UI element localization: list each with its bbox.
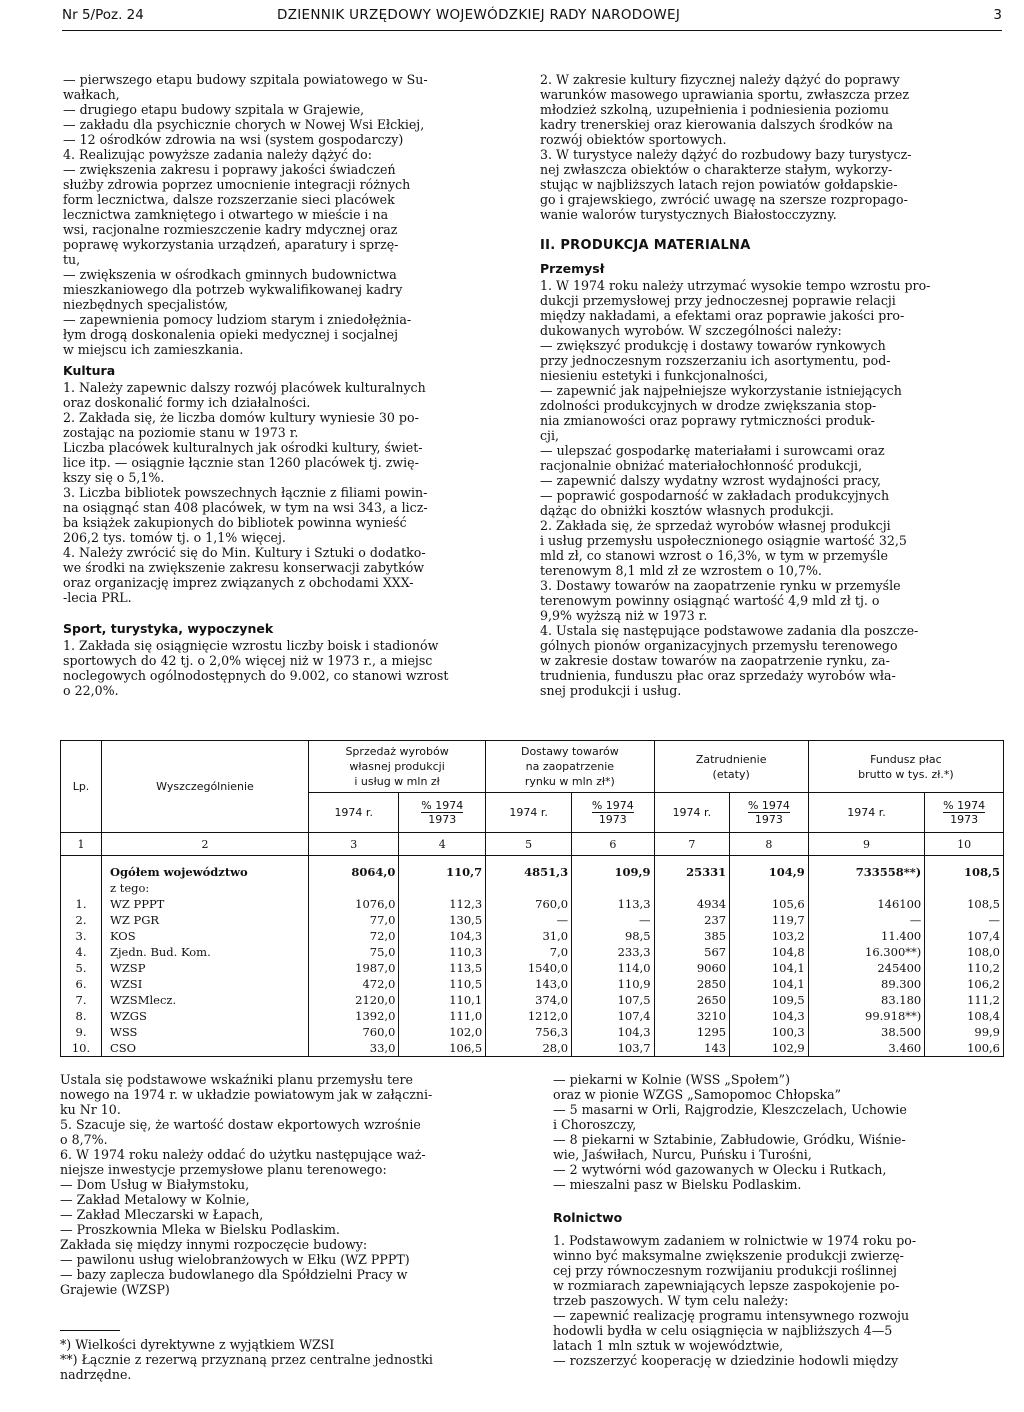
column-number-row-cell: 10: [925, 833, 1004, 856]
table-row-cell: —: [572, 912, 654, 928]
page-header: [62, 8, 1002, 48]
total-row-cell: Ogółem województwo: [102, 864, 309, 880]
table-row-cell: WZSP: [102, 960, 309, 976]
table-row-cell: WZ PGR: [102, 912, 309, 928]
table-row-cell: 4.: [61, 944, 102, 960]
table-row-cell: 385: [654, 928, 730, 944]
table-row-cell: CSO: [102, 1040, 309, 1057]
table-row-cell: WZSMlecz.: [102, 992, 309, 1008]
table-row-cell: 38.500: [808, 1024, 924, 1040]
table-row-cell: 1540,0: [486, 960, 572, 976]
total-row-cell: 109,9: [572, 864, 654, 880]
table-row-cell: 1076,0: [309, 896, 399, 912]
total-row-cell: 110,7: [399, 864, 486, 880]
table-row-cell: 110,9: [572, 976, 654, 992]
sport-continued-block: 2. W zakresie kultury fizycznej należy dążyć do poprawy warunków masowego uprawiania sportu, zwłaszcza przez młodzież szkolną, uzupełnienia i podniesienia poziomu kadry trenerskiej oraz kierowania dalszych środków na rozwój obiektów sportowych. 3. W turystyce należy dążyć do rozbudowy bazy turystycz- nej zwłaszcza obiektów o charakterze stałym, wykorzy- stując w najbliższych latach rejon powiatów gołdapskie- go i grajewskiego, zwrócić uwagę na szersze rozpropago- wanie walorów turystycznych Białostocczyzny.: [540, 72, 912, 222]
table-row-cell: 108,5: [925, 896, 1004, 912]
table-row-cell: 233,3: [572, 944, 654, 960]
spacer-row-cell: [730, 856, 809, 865]
kultura-block: 1. Należy zapewnic dalszy rozwój placówek kulturalnych oraz doskonalić formy ich działalności. 2. Zakłada się, że liczba domów kultury wyniesie 30 po- zostając na poziomie stanu w 1973 r. Liczba placówek kulturalnych jak ośrodki kultury, świet- lice itp. — osiągnie łącznie stan 1260 placówek tj. zwię- kszy się o 5,1%. 3. Liczba bibliotek powszechnych łącznie z filiami powin- na osiągnąć stan 408 placówek, w tym na wsi 343, a licz- ba książek zakupionych do bibliotek powinna wynieść 206,2 tys. tomów tj. o 1,1% więcej. 4. Należy zwrócić się do Min. Kultury i Sztuki o dodatko- we środki na zwiększenie zakresu konserwacji zabytków oraz organizację imprez związanych z obchodami XXX- -lecia PRL.: [63, 380, 428, 605]
table-row-cell: 2650: [654, 992, 730, 1008]
table-row-cell: 146100: [808, 896, 924, 912]
total-row-cell: 4851,3: [486, 864, 572, 880]
column-number-row-cell: 9: [808, 833, 924, 856]
table-row-cell: 104,3: [730, 1008, 809, 1024]
table-row-cell: 103,2: [730, 928, 809, 944]
table-row-cell: 143,0: [486, 976, 572, 992]
table-row-cell: 111,0: [399, 1008, 486, 1024]
table-row-cell: 3210: [654, 1008, 730, 1024]
subhead-row: [61, 880, 1004, 896]
table-row-cell: 111,2: [925, 992, 1004, 1008]
table-row-cell: 8.: [61, 1008, 102, 1024]
header-lp: Lp.: [61, 741, 102, 833]
header-deliveries: Dostawy towarów na zaopatrzenie rynku w mln zł*): [486, 741, 654, 793]
table-row-cell: KOS: [102, 928, 309, 944]
table-row-cell: 245400: [808, 960, 924, 976]
table-row-cell: 33,0: [309, 1040, 399, 1057]
header-employment: Zatrudnienie (etaty): [654, 741, 808, 793]
table-row-cell: 119,7: [730, 912, 809, 928]
footnote-2: **) Łącznie z rezerwą przyznaną przez centralne jednostki nadrzędne.: [60, 1352, 433, 1382]
table-row-cell: 9.: [61, 1024, 102, 1040]
table-row-cell: 760,0: [309, 1024, 399, 1040]
table-row-cell: 104,1: [730, 960, 809, 976]
table-row-cell: 99.918**): [808, 1008, 924, 1024]
table-row-cell: 1.: [61, 896, 102, 912]
table-row-cell: 28,0: [486, 1040, 572, 1057]
table-row-cell: 102,9: [730, 1040, 809, 1057]
total-row-cell: 25331: [654, 864, 730, 880]
footnote-1: *) Wielkości dyrektywne z wyjątkiem WZSI: [60, 1337, 335, 1352]
table-row-cell: 2120,0: [309, 992, 399, 1008]
table-row-cell: 104,1: [730, 976, 809, 992]
header-sales: Sprzedaż wyrobów własnej produkcji i usług w mln zł: [309, 741, 486, 793]
table-row-cell: 107,4: [925, 928, 1004, 944]
industry-table: [60, 740, 1004, 1057]
header-pct: $\frac{\% 1974}{1973}$: [730, 793, 809, 833]
total-row-cell: 8064,0: [309, 864, 399, 880]
table-row-cell: 110,5: [399, 976, 486, 992]
table-row: [61, 992, 1004, 1008]
table-row-cell: 760,0: [486, 896, 572, 912]
column-number-row-cell: 4: [399, 833, 486, 856]
page-number: 3: [993, 7, 1002, 23]
table-row: [61, 912, 1004, 928]
table-row-cell: WZSI: [102, 976, 309, 992]
spacer-row-cell: [399, 856, 486, 865]
table-row-cell: 109,5: [730, 992, 809, 1008]
table-row-cell: 11.400: [808, 928, 924, 944]
table-row-cell: WZGS: [102, 1008, 309, 1024]
subhead-row-cell: [399, 880, 486, 896]
spacer-row-cell: [925, 856, 1004, 865]
table-row-cell: 108,4: [925, 1008, 1004, 1024]
column-number-row-cell: 5: [486, 833, 572, 856]
table-row-cell: 1212,0: [486, 1008, 572, 1024]
table-row-cell: 3.: [61, 928, 102, 944]
table-row-cell: 1392,0: [309, 1008, 399, 1024]
table-row-cell: 130,5: [399, 912, 486, 928]
table-row-cell: 374,0: [486, 992, 572, 1008]
table-row-cell: 4934: [654, 896, 730, 912]
table-row: [61, 944, 1004, 960]
table-row-cell: 567: [654, 944, 730, 960]
table-row-cell: 104,8: [730, 944, 809, 960]
table-row: [61, 896, 1004, 912]
table-row-cell: 1295: [654, 1024, 730, 1040]
header-wages: Fundusz płac brutto w tys. zł.*): [808, 741, 1003, 793]
footnote-rule: [60, 1330, 120, 1331]
subhead-row-cell: [486, 880, 572, 896]
header-pct: $\frac{\% 1974}{1973}$: [925, 793, 1004, 833]
table-row-cell: 113,3: [572, 896, 654, 912]
header-year: 1974 r.: [654, 793, 730, 833]
table-row-cell: 100,6: [925, 1040, 1004, 1057]
total-row: [61, 864, 1004, 880]
table-row-cell: 3.460: [808, 1040, 924, 1057]
journal-title: DZIENNIK URZĘDOWY WOJEWÓDZKIEJ RADY NARODOWEJ: [277, 7, 681, 23]
header-year: 1974 r.: [309, 793, 399, 833]
lower-right-column: [553, 1072, 1003, 1368]
column-number-row-cell: 1: [61, 833, 102, 856]
przemysl-heading: Przemysł: [540, 261, 605, 276]
spacer-row: [61, 856, 1004, 865]
table-row-cell: 756,3: [486, 1024, 572, 1040]
table-row-cell: WSS: [102, 1024, 309, 1040]
table-row-cell: 107,4: [572, 1008, 654, 1024]
table-row-cell: 110,2: [925, 960, 1004, 976]
table-row: [61, 1024, 1004, 1040]
table-row-cell: 143: [654, 1040, 730, 1057]
table-row-cell: 72,0: [309, 928, 399, 944]
total-row-cell: [61, 864, 102, 880]
table-row-cell: 114,0: [572, 960, 654, 976]
column-number-row-cell: 7: [654, 833, 730, 856]
table-row-cell: 77,0: [309, 912, 399, 928]
subhead-row-cell: [572, 880, 654, 896]
table-row-cell: 98,5: [572, 928, 654, 944]
total-row-cell: 104,9: [730, 864, 809, 880]
table-row-cell: 102,0: [399, 1024, 486, 1040]
table-row-cell: 110,3: [399, 944, 486, 960]
table-row-cell: 1987,0: [309, 960, 399, 976]
health-block: — pierwszego etapu budowy szpitala powiatowego w Su- wałkach, — drugiego etapu budowy szpitala w Grajewie, — zakładu dla psychicznie chorych w Nowej Wsi Ełckiej, — 12 ośrodków zdrowia na wsi (system gospodarczy) 4. Realizując powyższe zadania należy dążyć do: — zwiększenia zakresu i poprawy jakości świadczeń służby zdrowia poprzez umocnienie integracji różnych form lecznictwa, dalsze rozszerzanie sieci placówek lecznictwa zamkniętego i otwartego w mieście i na wsi, racjonalne rozmieszczenie kadry mdycznej oraz poprawę wykorzystania urządzeń, aparatury i sprzę- tu, — zwiększenia w ośrodkach gminnych budownictwa mieszkaniowego dla potrzeb wykwalifikowanej kadry niezbędnych specjalistów, — zapewnienia pomocy ludziom starym i zniedołężnia- łym drogą doskonalenia opieki medycznej i socjalnej w miejscu ich zamieszkania.: [63, 72, 428, 357]
subhead-row-cell: [808, 880, 924, 896]
table-row-cell: Zjedn. Bud. Kom.: [102, 944, 309, 960]
investments-continued-block: — piekarni w Kolnie (WSS „Społem”) oraz w pionie WZGS „Samopomoc Chłopska” — 5 masarni w Orli, Rajgrodzie, Kleszczelach, Uchowie i Choroszczy, — 8 piekarni w Sztabinie, Zabłudowie, Gródku, Wiśnie- wie, Jaświłach, Nurcu, Puńsku i Turośni, — 2 wytwórni wód gazowanych w Olecku i Rutkach, — mieszalni pasz w Bielsku Podlaskim.: [553, 1072, 907, 1192]
investments-block: Ustala się podstawowe wskaźniki planu przemysłu tere nowego na 1974 r. w układzie powiatowym jak w załączni- ku Nr 10. 5. Szacuje się, że wartość dostaw ekportowych wzrośnie o 8,7%. 6. W 1974 roku należy oddać do użytku następujące waż- niejsze inwestycje przemysłowe planu terenowego: — Dom Usług w Białymstoku, — Zakład Metalowy w Kolnie, — Zakład Mleczarski w Łapach, — Proszkownia Mleka w Bielsku Podlaskim. Zakłada się między innymi rozpoczęcie budowy: — pawilonu usług wielobranżowych w Ełku (WZ PPPT) — bazy zaplecza budowlanego dla Spółdzielni Pracy w Grajewie (WZSP): [60, 1072, 433, 1297]
table-row: [61, 976, 1004, 992]
table-row-cell: 75,0: [309, 944, 399, 960]
table-row-cell: 9060: [654, 960, 730, 976]
kultura-heading: Kultura: [63, 363, 116, 378]
column-number-row-cell: 2: [102, 833, 309, 856]
table-row-cell: 104,3: [399, 928, 486, 944]
table-row-cell: 10.: [61, 1040, 102, 1057]
table-row-cell: 110,1: [399, 992, 486, 1008]
column-number-row-cell: 6: [572, 833, 654, 856]
spacer-row-cell: [572, 856, 654, 865]
total-row-cell: 733558**): [808, 864, 924, 880]
table-row-cell: 83.180: [808, 992, 924, 1008]
table-row-cell: WZ PPPT: [102, 896, 309, 912]
subhead-row-cell: [61, 880, 102, 896]
table-row-cell: 7,0: [486, 944, 572, 960]
spacer-row-cell: [654, 856, 730, 865]
sport-heading: Sport, turystyka, wypoczynek: [63, 621, 274, 636]
issue-number: Nr 5/Poz. 24: [62, 7, 144, 23]
przemysl-block: 1. W 1974 roku należy utrzymać wysokie tempo wzrostu pro- dukcji przemysłowej przy jednoczesnej poprawie relacji między nakładami, a efektami oraz poprawie jakości pro- dukowanych wyrobów. W szczególności należy: — zwiększyć produkcję i dostawy towarów rynkowych przy jednoczesnym rozszerzaniu ich asortymentu, pod- niesieniu estetyki i funkcjonalności, — zapewnić jak najpełniejsze wykorzystanie istniejących zdolności produkcyjnych w drodze zwiększania stop- nia zmianowości oraz poprawy rytmiczności produk- cji, — ulepszać gospodarkę materiałami i surowcami oraz racjonalnie obniżać materiałochłonność produkcji, — zapewnić dalszy wydatny wzrost wydajności pracy, — poprawić gospodarność w zakładach produkcyjnych dążąc do obniżki kosztów własnych produkcji. 2. Zakłada się, że sprzedaż wyrobów własnej produkcji i usług przemysłu uspołecznionego osiągnie wartość 32,5 mld zł, co stanowi wzrost o 16,3%, w tym w przemyśle terenowym 8,1 mld zł ze wzrostem o 10,7%. 3. Dostawy towarów na zaopatrzenie rynku w przemyśle terenowym powinny osiągnąć wartość 4,9 mld zł tj. o 9,9% wyższą niż w 1973 r. 4. Ustala się następujące podstawowe zadania dla poszcze- gólnych pionów organizacyjnych przemysłu terenowego w zakresie dostaw towarów na zaopatrzenie rynku, za- trudnienia, funduszu płac oraz sprzedaży wyrobów wła- snej produkcji i usług.: [540, 278, 931, 698]
table-row-cell: 2.: [61, 912, 102, 928]
table-row: [61, 1008, 1004, 1024]
sport-block: 1. Zakłada się osiągnięcie wzrostu liczby boisk i stadionów sportowych do 42 tj. o 2,0% więcej niż w 1973 r., a miejsc noclegowych ogólnodostępnych do 9.002, co stanowi wzrost o 22,0%.: [63, 638, 449, 698]
table-row-cell: 100,3: [730, 1024, 809, 1040]
spacer-row-cell: [309, 856, 399, 865]
table-row-cell: —: [486, 912, 572, 928]
table-row-cell: 5.: [61, 960, 102, 976]
total-row-cell: 108,5: [925, 864, 1004, 880]
rolnictwo-heading: Rolnictwo: [553, 1210, 623, 1225]
table-row-cell: 112,3: [399, 896, 486, 912]
column-number-row-cell: 8: [730, 833, 809, 856]
spacer-row-cell: [61, 856, 102, 865]
table-row-cell: 104,3: [572, 1024, 654, 1040]
table-row: [61, 1040, 1004, 1057]
spacer-row-cell: [486, 856, 572, 865]
table-row-cell: 103,7: [572, 1040, 654, 1057]
rolnictwo-block: 1. Podstawowym zadaniem w rolnictwie w 1974 roku po- winno być maksymalne zwiększenie produkcji zwierzę- cej przy równoczesnym rozwijaniu produkcji roślinnej w rozmiarach zapewniających lepsze zaspokojenie po- trzeb paszowych. W tym celu należy: — zapewnić realizację programu intensywnego rozwoju hodowli bydła w celu osiągnięcia w najbliższych 4—5 latach 1 mln sztuk w województwie, — rozszerzyć kooperację w dziedzinie hodowli między: [553, 1233, 917, 1368]
subhead-row-cell: z tego:: [102, 880, 309, 896]
right-column: [540, 72, 1002, 698]
table-row-cell: 237: [654, 912, 730, 928]
footnotes: [60, 1330, 500, 1382]
table-row-cell: 107,5: [572, 992, 654, 1008]
table-row-cell: 6.: [61, 976, 102, 992]
column-number-row-cell: 3: [309, 833, 399, 856]
spacer-row-cell: [808, 856, 924, 865]
column-number-row: [61, 833, 1004, 856]
header-year: 1974 r.: [486, 793, 572, 833]
spacer-row-cell: [102, 856, 309, 865]
subhead-row-cell: [730, 880, 809, 896]
header-name: Wyszczególnienie: [102, 741, 309, 833]
table-row-cell: —: [925, 912, 1004, 928]
header-pct: $\frac{\% 1974}{1973}$: [572, 793, 654, 833]
table-row-cell: 106,2: [925, 976, 1004, 992]
table-row: [61, 928, 1004, 944]
table-row: [61, 960, 1004, 976]
left-column: [63, 72, 508, 698]
header-rule: [62, 30, 1002, 31]
table-row-cell: 89.300: [808, 976, 924, 992]
table-row-cell: 108,0: [925, 944, 1004, 960]
table-body: [61, 833, 1004, 1057]
header-year: 1974 r.: [808, 793, 924, 833]
table-row-cell: 31,0: [486, 928, 572, 944]
table-row-cell: 7.: [61, 992, 102, 1008]
header-pct: $\frac{\% 1974}{1973}$: [399, 793, 486, 833]
lower-left-column: [60, 1072, 500, 1297]
table-row-cell: 105,6: [730, 896, 809, 912]
table-row-cell: 106,5: [399, 1040, 486, 1057]
subhead-row-cell: [925, 880, 1004, 896]
section-heading: II. PRODUKCJA MATERIALNA: [540, 238, 751, 253]
table-row-cell: 113,5: [399, 960, 486, 976]
table-row-cell: 99,9: [925, 1024, 1004, 1040]
subhead-row-cell: [654, 880, 730, 896]
table-row-cell: 16.300**): [808, 944, 924, 960]
table-row-cell: —: [808, 912, 924, 928]
table-row-cell: 472,0: [309, 976, 399, 992]
table-row-cell: 2850: [654, 976, 730, 992]
subhead-row-cell: [309, 880, 399, 896]
